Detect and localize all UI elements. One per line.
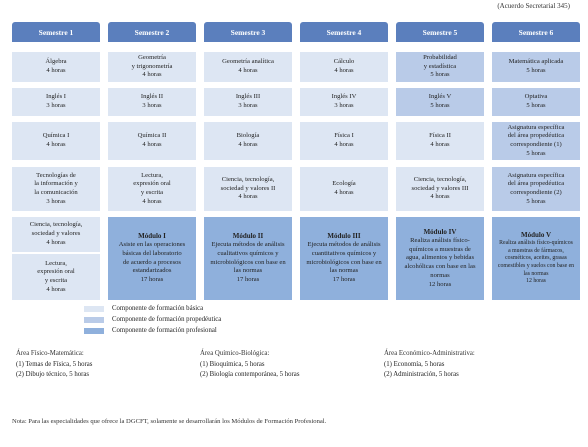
course-cell: Álgebra 4 horas <box>12 52 100 82</box>
course-cell: Cálculo 4 horas <box>300 52 388 82</box>
semester-header: Semestre 2 <box>108 22 196 42</box>
semester-header: Semestre 3 <box>204 22 292 42</box>
course-cell: Geometría y trigonometría 4 horas <box>108 52 196 82</box>
semester-column-5 <box>396 22 484 300</box>
course-cell: Química II 4 horas <box>108 122 196 160</box>
area-fisico-matematica: Área Físico-Matemática: (1) Temas de Física, 5 horas (2) Dibujo técnico, 5 horas <box>16 350 93 379</box>
course-cell: Optativa 5 horas <box>492 88 580 116</box>
footnote: Nota: Para las especialidades que ofrece la DGCFT, solamente se desarrollarán los Módulos de Formación Profesional. <box>12 418 327 425</box>
semester-column-3 <box>204 22 292 300</box>
acuerdo-label: (Acuerdo Secretarial 345) <box>497 2 570 10</box>
course-cell: Matemática aplicada 5 horas <box>492 52 580 82</box>
legend-propedeutica: Componente de formación propedéutica <box>84 316 221 323</box>
course-cell: Lectura, expresión oral y escrita 4 horas <box>108 167 196 211</box>
legend-profesional: Componente de formación profesional <box>84 327 217 334</box>
legend-basica: Componente de formación básica <box>84 305 203 312</box>
module-cell: Módulo V Realiza análisis físico-químicos a muestras de fármacos, cosméticos, aceites, grasas comestibles y suelos con base en las normas 12 horas <box>492 217 580 300</box>
course-cell: Ciencia, tecnología, sociedad y valores III 4 horas <box>396 167 484 211</box>
semester-column-1 <box>12 22 100 300</box>
course-cell: Inglés V 5 horas <box>396 88 484 116</box>
semester-header: Semestre 4 <box>300 22 388 42</box>
legend-swatch <box>84 317 104 323</box>
module-cell: Módulo II Ejecuta métodos de análisis cualitativos químicos y microbiológicos con base en las normas 17 horas <box>204 217 292 300</box>
curriculum-grid <box>12 22 580 300</box>
course-cell: Tecnologías de la información y la comunicación 3 horas <box>12 167 100 211</box>
course-cell: Asignatura específica del área propedéutica correspondiente (2) 5 horas <box>492 167 580 211</box>
course-cell: Ecología 4 horas <box>300 167 388 211</box>
course-cell: Ciencia, tecnología, sociedad y valores II 4 horas <box>204 167 292 211</box>
legend-swatch <box>84 328 104 334</box>
course-cell: Geometría analítica 4 horas <box>204 52 292 82</box>
area-quimico-biologica: Área Químico-Biológica: (1) Bioquímica, 5 horas (2) Biología contemporánea, 5 horas <box>200 350 300 379</box>
course-cell: Ciencia, tecnología, sociedad y valores 4 horas <box>12 217 100 252</box>
course-cell: Inglés II 3 horas <box>108 88 196 116</box>
semester-column-6 <box>492 22 580 300</box>
area-economico-administrativa: Área Económico-Administrativa: (1) Economía, 5 horas (2) Administración, 5 horas <box>384 350 475 379</box>
course-cell: Biología 4 horas <box>204 122 292 160</box>
course-cell: Asignatura específica del área propedéutica correspondiente (1) 5 horas <box>492 122 580 160</box>
course-cell: Lectura, expresión oral y escrita 4 horas <box>12 254 100 300</box>
semester-column-2 <box>108 22 196 300</box>
semester-column-4 <box>300 22 388 300</box>
course-cell: Inglés IV 3 horas <box>300 88 388 116</box>
module-cell: Módulo IV Realiza análisis físico- químicos a muestras de agua, alimentos y bebidas alcohólicas con base en las normas 12 horas <box>396 217 484 300</box>
course-cell: Química I 4 horas <box>12 122 100 160</box>
course-cell: Física II 4 horas <box>396 122 484 160</box>
course-cell: Inglés III 3 horas <box>204 88 292 116</box>
course-cell: Inglés I 3 horas <box>12 88 100 116</box>
legend-swatch <box>84 306 104 312</box>
semester-header: Semestre 5 <box>396 22 484 42</box>
course-cell: Probabilidad y estadística 5 horas <box>396 52 484 82</box>
semester-header: Semestre 6 <box>492 22 580 42</box>
course-cell: Física I 4 horas <box>300 122 388 160</box>
module-cell: Módulo III Ejecuta métodos de análisis cuantitativos químicos y microbiológicos con base en las normas 17 horas <box>300 217 388 300</box>
semester-header: Semestre 1 <box>12 22 100 42</box>
module-cell: Módulo I Asiste en las operaciones básicas del laboratorio de acuerdo a procesos estandarizados 17 horas <box>108 217 196 300</box>
